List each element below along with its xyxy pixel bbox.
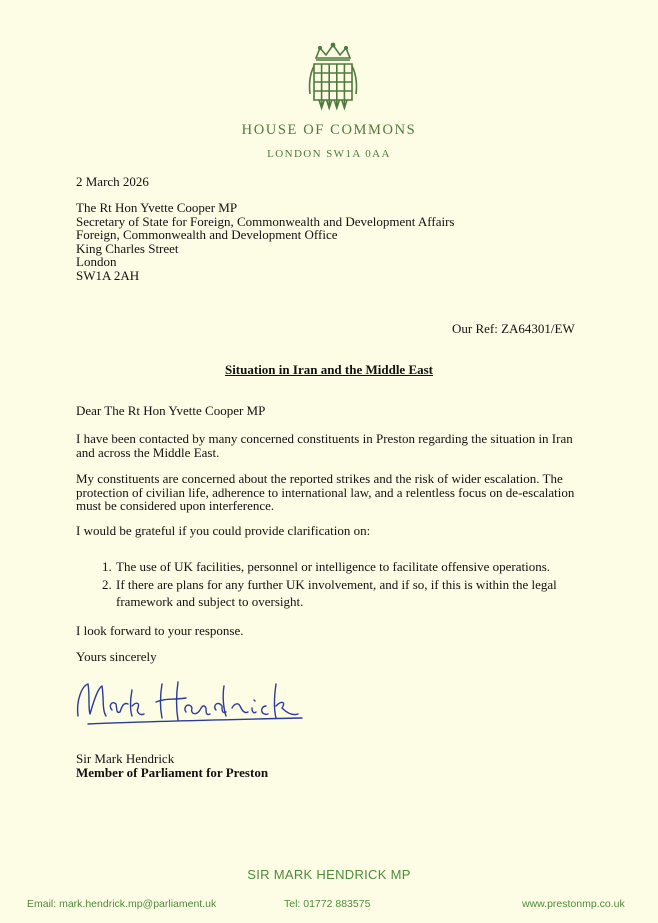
recipient-line: The Rt Hon Yvette Cooper MP bbox=[76, 200, 238, 215]
recipient-line: King Charles Street bbox=[76, 240, 179, 256]
signer-name: Sir Mark Hendrick bbox=[76, 751, 175, 766]
recipient-line: Secretary of State for Foreign, Commonwealth and Development Affairs bbox=[76, 213, 455, 229]
list-item-text: The use of UK facilities, personnel or intelligence to facilitate offensive operations. bbox=[116, 559, 551, 574]
footer-telephone: Tel: 01772 883575 bbox=[284, 898, 371, 910]
list-item-number: 1. bbox=[102, 559, 112, 574]
list-item-number: 2. bbox=[102, 577, 112, 592]
recipient-line: Foreign, Commonwealth and Development Office bbox=[76, 227, 338, 243]
signer-role: Member of Parliament for Preston bbox=[76, 765, 269, 780]
letter-date: 2 March 2026 bbox=[76, 174, 149, 189]
sign-off: Yours sincerely bbox=[76, 649, 157, 664]
recipient-line: SW1A 2AH bbox=[76, 267, 140, 283]
body-paragraph: I have been contacted by many concerned constituents in Preston regarding the situation in Iran and across the Middle East. bbox=[76, 431, 573, 460]
reference-number: Our Ref: ZA64301/EW bbox=[452, 321, 575, 336]
recipient-address-block bbox=[76, 201, 454, 283]
footer-email: Email: mark.hendrick.mp@parliament.uk bbox=[27, 898, 217, 910]
body-paragraph: My constituents are concerned about the reported strikes and the risk of wider escalation. The protection of civilian life, adherence to international law, and a relentless focus on de-escalation must be considered upon interference. bbox=[76, 471, 575, 514]
closing-line: I look forward to your response. bbox=[76, 623, 244, 638]
letterhead-title: HOUSE OF COMMONS bbox=[241, 122, 417, 138]
letter-subject: Situation in Iran and the Middle East bbox=[224, 362, 434, 377]
recipient-line: London bbox=[76, 254, 117, 270]
footer-mp-name: SIR MARK HENDRICK MP bbox=[247, 867, 411, 882]
list-item-text: If there are plans for any further UK involvement, and if so, if this is within the legal framework and subject to oversight. bbox=[116, 577, 557, 609]
list-item bbox=[102, 558, 592, 575]
footer-website: www.prestonmp.co.uk bbox=[522, 898, 625, 910]
questions-list bbox=[102, 558, 592, 611]
letterhead-address: LONDON SW1A 0AA bbox=[267, 148, 391, 160]
list-item bbox=[102, 576, 592, 610]
salutation: Dear The Rt Hon Yvette Cooper MP bbox=[76, 403, 266, 418]
portcullis-crest-icon bbox=[306, 42, 360, 112]
body-paragraph: I would be grateful if you could provide clarification on: bbox=[76, 523, 371, 538]
handwritten-signature bbox=[70, 670, 310, 736]
